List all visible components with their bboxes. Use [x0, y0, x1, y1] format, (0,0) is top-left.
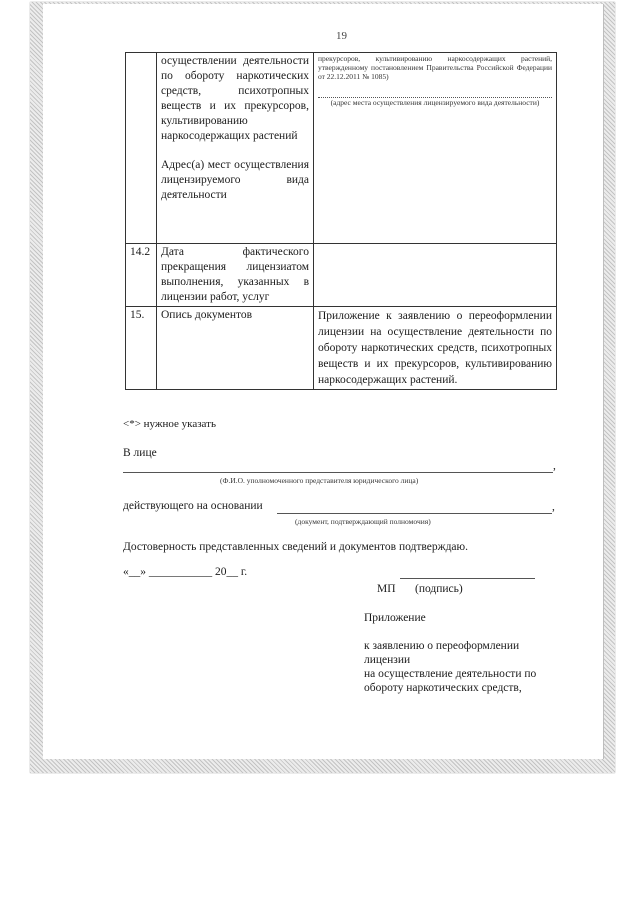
appendix-line: лицензии — [364, 654, 411, 666]
row-value: Приложение к заявлению о переоформлении лицензии на осуществление деятельности по обороту наркотических средств, психотропных веществ и их прекурсоров, культивированию наркосодержащих растений. — [314, 307, 557, 390]
appendix-line: к заявлению о переоформлении — [364, 640, 520, 652]
basis-comma: , — [552, 501, 555, 513]
person-caption: (Ф.И.О. уполномоченного представителя юридического лица) — [220, 476, 419, 485]
row-value[interactable] — [314, 244, 557, 307]
row-label: Дата фактического прекращения лицензиатом выполнения, указанных в лицензии работ, услуг — [157, 244, 314, 307]
table-row — [126, 307, 557, 390]
date-line[interactable]: «__» ___________ 20__ г. — [123, 566, 248, 578]
signature-caption: (подпись) — [415, 583, 463, 595]
table-row — [126, 244, 557, 307]
address-input-line[interactable] — [318, 81, 552, 98]
basis-document-line[interactable] — [277, 513, 552, 514]
appendix-line: на осуществление деятельности по — [364, 668, 537, 680]
row-number: 14.2 — [126, 244, 157, 307]
appendix-title: Приложение — [364, 612, 426, 624]
person-name-line[interactable] — [123, 472, 553, 473]
person-comma: , — [553, 460, 556, 472]
table-row — [126, 53, 557, 244]
regulation-note: прекурсоров, культивированию наркосодержащих растений, утвержденному постановлением Правительства Российской Федерации от 22.12.2011 № 1085) — [318, 54, 552, 81]
address-label: Адрес(а) мест осуществления лицензируемого вида деятельности — [161, 159, 309, 201]
row-number: 15. — [126, 307, 157, 390]
signature-line[interactable] — [400, 578, 535, 579]
appendix-line: обороту наркотических средств, — [364, 682, 522, 694]
person-prefix: В лице — [123, 447, 157, 459]
row-value — [314, 53, 557, 244]
page-number: 19 — [336, 30, 347, 42]
stamp-label: МП — [377, 583, 396, 595]
row-label: Опись документов — [157, 307, 314, 390]
basis-prefix: действующего на основании — [123, 500, 263, 512]
basis-caption: (документ, подтверждающий полномочия) — [295, 517, 431, 526]
footnote: <*> нужное указать — [123, 418, 216, 430]
application-table — [125, 52, 557, 390]
confirmation-text: Достоверность представленных сведений и документов подтверждаю. — [123, 541, 468, 553]
activity-label: осуществлении деятельности по обороту наркотических средств, психотропных веществ и их прекурсоров, культивированию наркосодержащих растений — [161, 55, 309, 142]
row-label — [157, 53, 314, 244]
row-number — [126, 53, 157, 244]
address-caption: (адрес места осуществления лицензируемого вида деятельности) — [330, 98, 540, 107]
